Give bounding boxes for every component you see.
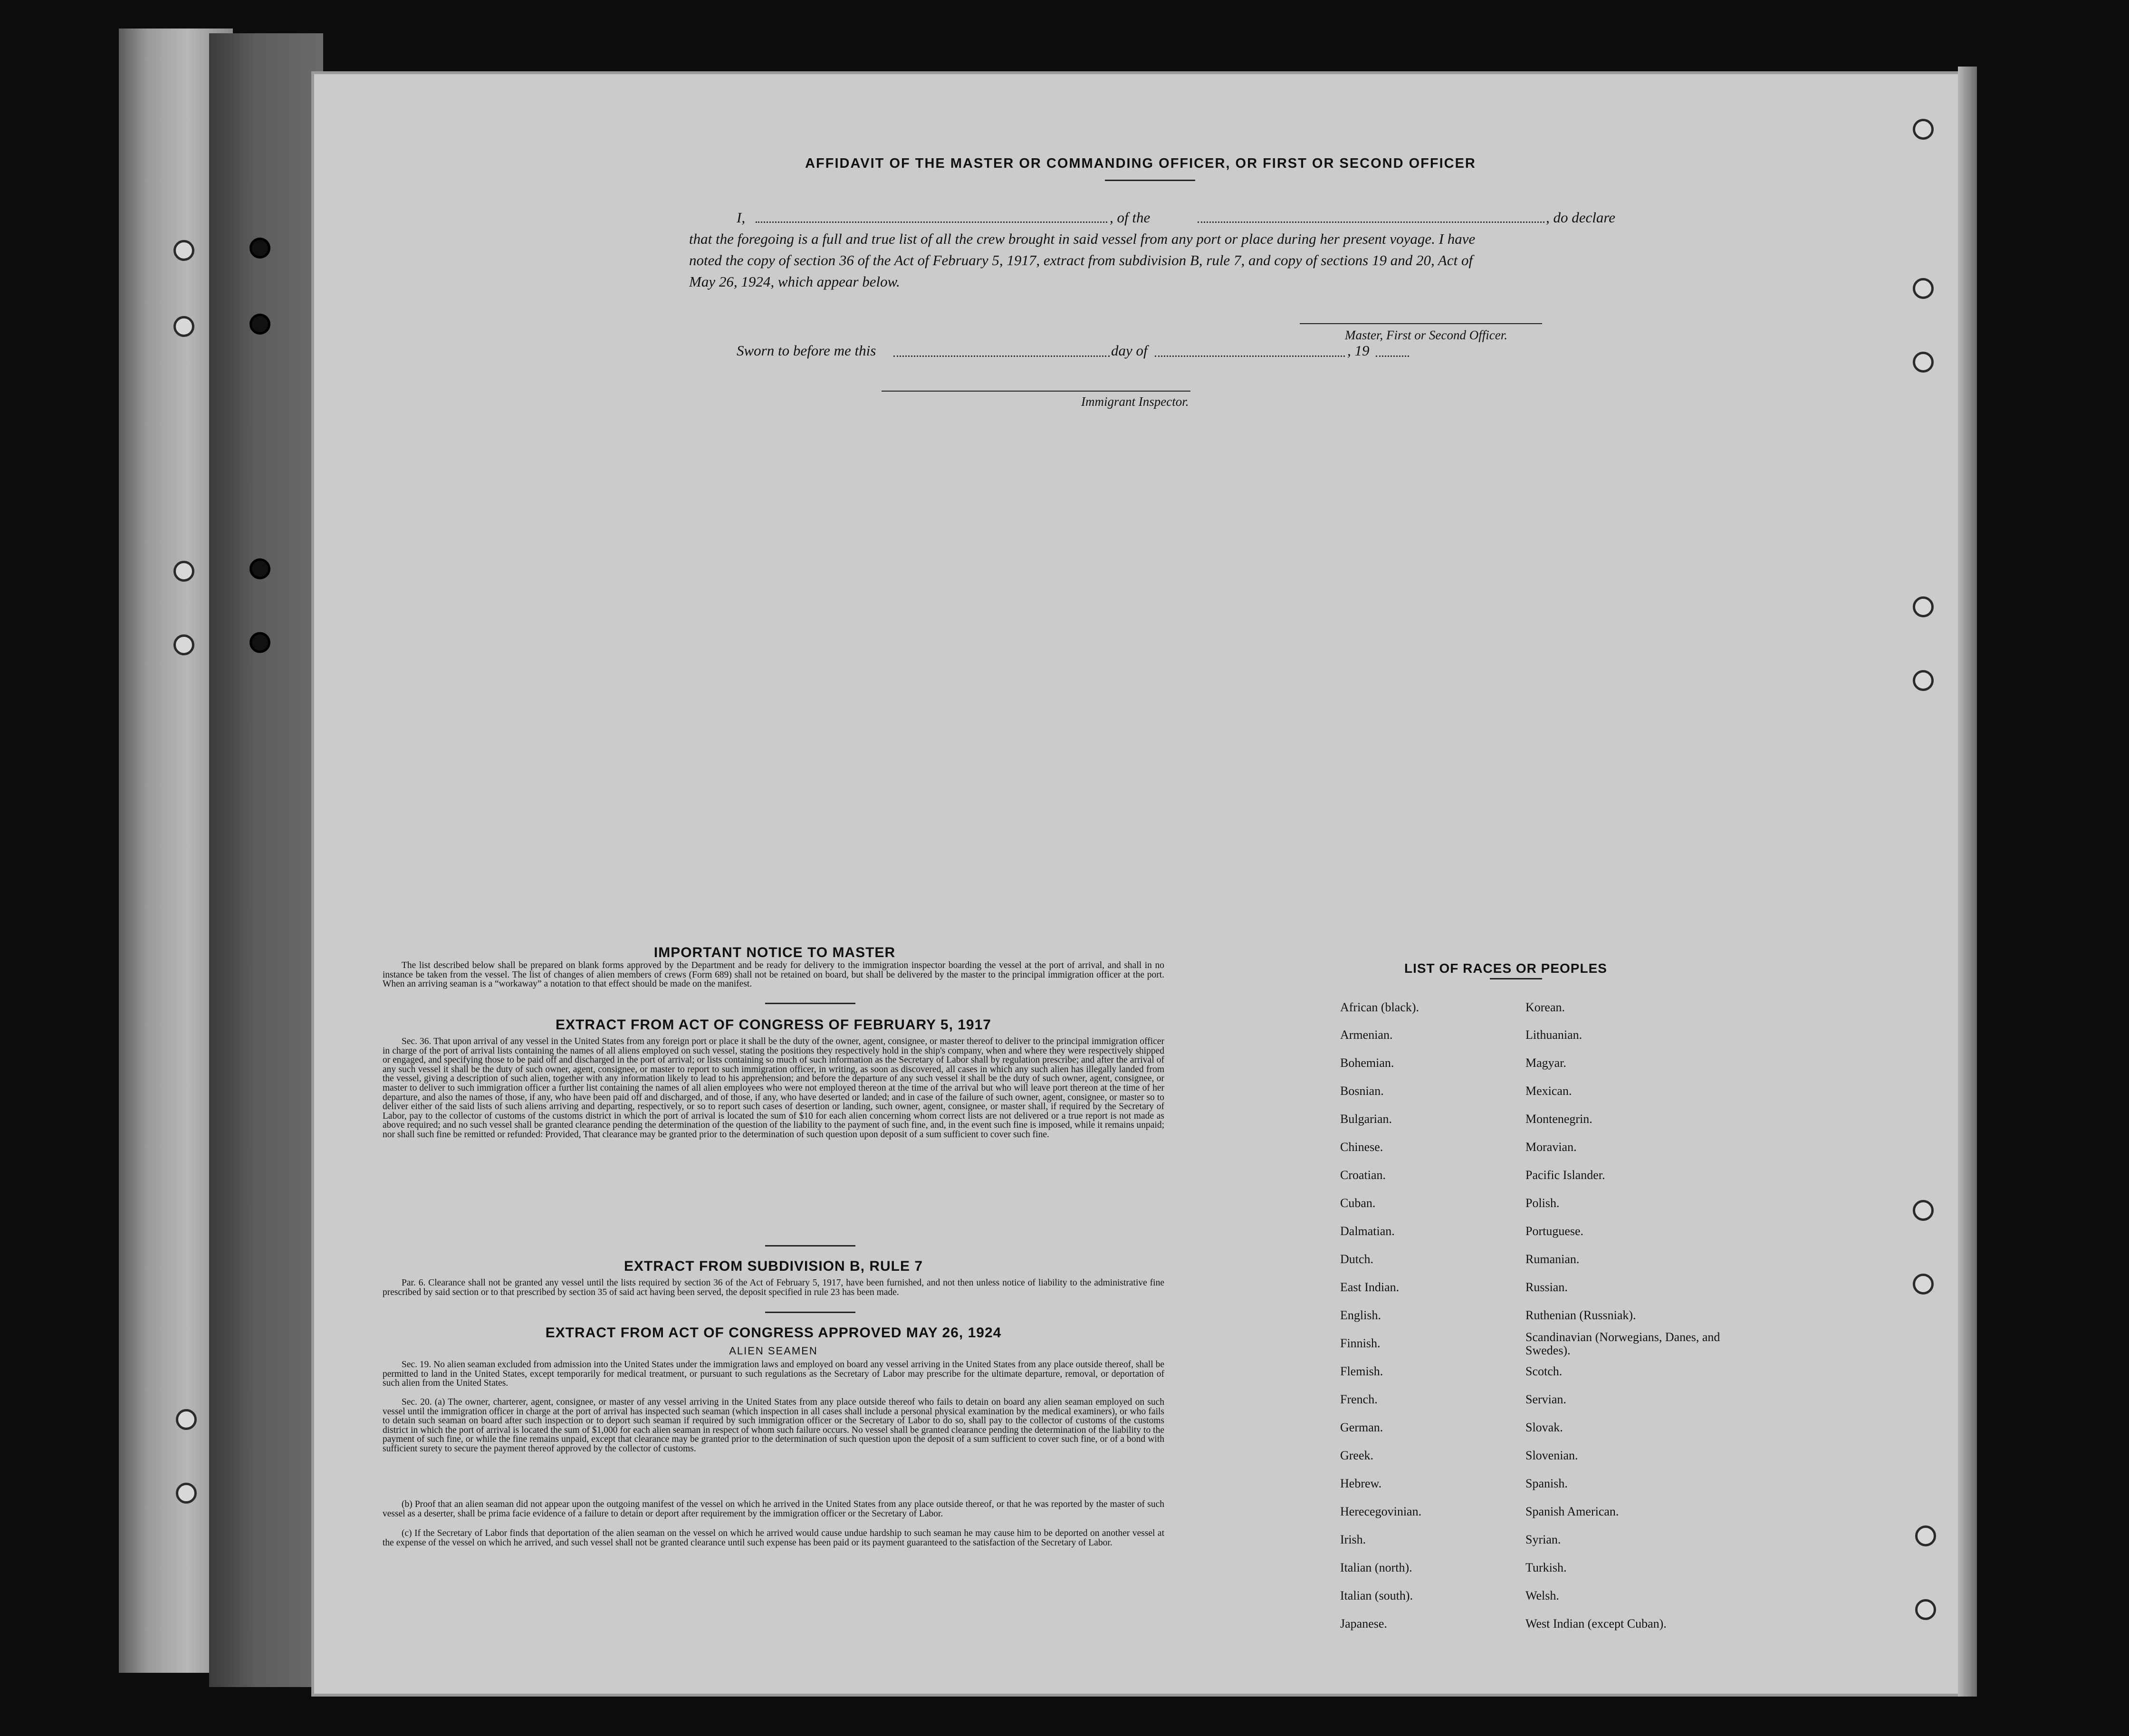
race-item: Dutch. (1340, 1252, 1374, 1266)
race-item: Cuban. (1340, 1196, 1376, 1210)
binder-hole (249, 632, 270, 653)
act-1917-title: EXTRACT FROM ACT OF CONGRESS OF FEBRUARY 5, 1917 (556, 1017, 991, 1033)
race-item: Lithuanian. (1525, 1028, 1582, 1042)
race-item: Croatian. (1340, 1168, 1386, 1182)
race-item: Dalmatian. (1340, 1224, 1395, 1238)
title-rule (1105, 180, 1195, 181)
race-item: Moravian. (1525, 1140, 1577, 1154)
race-item: Irish. (1340, 1533, 1366, 1546)
page-hole (1913, 119, 1934, 140)
race-item: Welsh. (1525, 1589, 1559, 1602)
notice-rule (765, 1003, 855, 1004)
race-item: Turkish. (1525, 1561, 1567, 1574)
sec-20b-text: (b) Proof that an alien seaman did not appear upon the outgoing manifest of the vessel on which he arrived in the United States from any place outside thereof, or that he was reported by the master of such vessel as a deserter, shall be prima facie evidence of a failure to detain or deport after requirement by the immigration officer or the Secretary of Labor. (383, 1499, 1164, 1519)
act-1917-rule (765, 1245, 855, 1247)
page-hole (1913, 352, 1934, 373)
year-blank[interactable] (1376, 355, 1409, 357)
sec-20a-text: Sec. 20. (a) The owner, charterer, agent, consignee, or master of any vessel arriving in the United States from any place outside thereof who fails to detain on board any alien seaman employed on such vessel until the immigration officer in charge at the port of arrival has inspected such seaman (which inspection in all cases shall include a personal physical examination by the medical examiners), or who fails to detain such seaman on board after such inspection or to deport such seaman if required by such immigration officer or the Secretary of Labor to do so, shall pay to the collector of customs of the customs district in which the port of arrival is located the sum of $1,000 for each alien seaman in respect of whom such failure occurs. No vessel shall be granted clearance pending the determination of the liability to the payment of such fine, or while the fine remains unpaid, except that clearance may be granted prior to the determination of such question upon the deposit of a sum sufficient to cover such fine, or of a bond with sufficient surety to secure the payment thereof approved by the collector of customs. (383, 1397, 1164, 1454)
race-item: Montenegrin. (1525, 1112, 1592, 1126)
race-item: Scandinavian (Norwegians, Danes, and Swedes). (1525, 1330, 1720, 1357)
binder-hole (173, 240, 194, 261)
race-item: German. (1340, 1420, 1383, 1434)
race-item: Slovenian. (1525, 1448, 1578, 1462)
races-title: LIST OF RACES OR PEOPLES (1404, 961, 1607, 976)
race-item: Chinese. (1340, 1140, 1383, 1154)
page-hole (1915, 1525, 1936, 1546)
race-item: Italian (south). (1340, 1589, 1413, 1602)
affidavit-do-declare: , do declare (1546, 209, 1616, 226)
race-item: Herecegovinian. (1340, 1505, 1422, 1518)
act-1917-body: Sec. 36. That upon arrival of any vessel in the United States from any foreign port or place it shall be the duty of the owner, agent, consignee, or master thereof to deliver to the principal immigration officer in charge of the port of arrival lists containing the names of all aliens employed on such vessel, stating the positions they respectively hold in the ship's company, when and where they were respectively shipped or engaged, and specifying those to be paid off and discharged in the port of arrival; or lists containing so much of such information as the Secretary of Labor shall by regulation prescribe; and after the arrival of any such vessel it shall be the duty of such owner, agent, consignee, or master to report to such immigration officer, in writing, as soon as discovered, all cases in which any such alien has illegally landed from the vessel, giving a description of such alien, together with any information likely to lead to his apprehension; and before the departure of any such vessel it shall be the duty of such owner, agent, consignee, or master to deliver to such immigration officer a further list containing the names of all alien employees who were not employed thereon at the time of the arrival but who will leave port thereon at the time of her departure, and also the names of those, if any, who have been paid off and discharged, and of those, if any, who have deserted or landed; and in case of the failure of such owner, agent, consignee, or master so to deliver either of the said lists of such aliens arriving and departing, respectively, or so to report such cases of desertion or landing, such owner, agent, consignee, or master shall, if required by the Secretary of Labor, pay to the collector of customs of the customs district in which the port of arrival is located the sum of $10 for each alien concerning whom correct lists are not delivered or a true report is not made as above required; and no such vessel shall be granted clearance pending the determination of the question of the liability to the payment of such fine, and, in the event such fine is imposed, while it remains unpaid; nor shall such fine be remitted or refunded: Provided, That clearance may be granted prior to the determination of such question upon deposit of a sum sufficient to cover such fine. (383, 1036, 1164, 1140)
rule7-rule (765, 1312, 855, 1313)
affidavit-i: I, (737, 209, 746, 226)
affidavit-of-the: , of the (1110, 209, 1151, 226)
race-item: East Indian. (1340, 1280, 1400, 1294)
sworn-month-blank[interactable] (1155, 355, 1345, 357)
binder-hole (249, 314, 270, 335)
race-item: Slovak. (1525, 1420, 1563, 1434)
rule7-body: Par. 6. Clearance shall not be granted any vessel until the lists required by section 36 of the Act of February 5, 1917, have been furnished, and not then unless notice of liability to the administrative fine prescribed by said section or to that prescribed by section 35 of said act having been served, the deposit specified in rule 23 has been made. (383, 1278, 1164, 1297)
name-blank[interactable] (756, 221, 1107, 223)
affidavit-line-3: noted the copy of section 36 of the Act of February 5, 1917, extract from subdivision B, rule 7, and copy of sections 19 and 20, Act of (689, 252, 1473, 269)
race-item: Mexican. (1525, 1084, 1572, 1098)
race-item: Flemish. (1340, 1364, 1383, 1378)
race-item: Bulgarian. (1340, 1112, 1392, 1126)
race-item: French. (1340, 1392, 1378, 1406)
backing-sheet (209, 33, 323, 1687)
race-item: Greek. (1340, 1448, 1374, 1462)
race-item: Rumanian. (1525, 1252, 1580, 1266)
binder-hole (176, 1409, 197, 1430)
page-edge (1958, 67, 1977, 1697)
race-item: Japanese. (1340, 1617, 1387, 1630)
race-item: Armenian. (1340, 1028, 1393, 1042)
notice-title: IMPORTANT NOTICE TO MASTER (653, 945, 896, 960)
race-item: Italian (north). (1340, 1561, 1412, 1574)
sworn-text: Sworn to before me this (737, 342, 876, 359)
binder-hole (249, 558, 270, 579)
race-item: Magyar. (1525, 1056, 1566, 1070)
notice-body: The list described below shall be prepared on blank forms approved by the Department and be ready for delivery to the immigration inspector boarding the vessel at the port of arrival, and shall in no instance be taken from the vessel. The list of changes of alien members of crews (Form 689) shall not be retained on board, but shall be delivered by the master to the principal immigration officer at the port. When an arriving seaman is a “workaway” a notation to that effect should be made on the manifest. (383, 960, 1164, 989)
binder-hole (173, 316, 194, 337)
page-hole (1913, 1200, 1934, 1221)
act-1924-title: EXTRACT FROM ACT OF CONGRESS APPROVED MAY 26, 1924 (545, 1325, 1002, 1341)
race-item: Spanish American. (1525, 1505, 1619, 1518)
binder-hole (176, 1483, 197, 1504)
race-item: Ruthenian (Russniak). (1525, 1308, 1636, 1322)
year-text: , 19 (1347, 342, 1370, 359)
race-item: Finnish. (1340, 1336, 1381, 1350)
race-item: Servian. (1525, 1392, 1566, 1406)
race-item: Bosnian. (1340, 1084, 1384, 1098)
sworn-day-blank[interactable] (893, 355, 1110, 357)
page-hole (1913, 670, 1934, 691)
race-item: Bohemian. (1340, 1056, 1394, 1070)
affidavit-title: AFFIDAVIT OF THE MASTER OR COMMANDING OFFICER, OR FIRST OR SECOND OFFICER (805, 156, 1476, 171)
inspector-label: Immigrant Inspector. (1081, 394, 1189, 409)
race-item: Scotch. (1525, 1364, 1563, 1378)
race-item: Spanish. (1525, 1477, 1568, 1490)
sec-19-text: Sec. 19. No alien seaman excluded from admission into the United States under the immigration laws and employed on board any vessel arriving in the United States from any place outside thereof, shall be permitted to land in the United States, except temporarily for medical treatment, or pursuant to such regulations as the Secretary of Labor may prescribe for the ultimate departure, removal, or deportation of such alien from the United States. (383, 1360, 1164, 1389)
page-hole (1915, 1599, 1936, 1620)
binder-hole (173, 561, 194, 582)
race-item: West Indian (except Cuban). (1525, 1617, 1667, 1630)
binder-hole (173, 634, 194, 655)
race-item: Polish. (1525, 1196, 1560, 1210)
page-hole (1913, 278, 1934, 299)
alien-seamen-subtitle: ALIEN SEAMEN (729, 1345, 818, 1357)
binder-hole (249, 238, 270, 259)
race-item: Pacific Islander. (1525, 1168, 1605, 1182)
race-item: Portuguese. (1525, 1224, 1584, 1238)
day-of-text: day of (1111, 342, 1148, 359)
race-item: African (black). (1340, 1000, 1419, 1014)
page-hole (1913, 596, 1934, 617)
rule7-title: EXTRACT FROM SUBDIVISION B, RULE 7 (623, 1258, 923, 1274)
race-item: Korean. (1525, 1000, 1565, 1014)
affidavit-line-2: that the foregoing is a full and true list of all the crew brought in said vessel from any port or place during her present voyage. I have (689, 230, 1476, 247)
sec-20c-text: (c) If the Secretary of Labor finds that deportation of the alien seaman on the vessel on which he arrived would cause undue hardship to such seaman he may cause him to be deported on another vessel at the expense of the vessel on which he arrived, and such vessel shall not be granted clearance until such expense has been paid or its payment guaranteed to the satisfaction of the Secretary of Labor. (383, 1528, 1164, 1548)
races-rule (1490, 978, 1542, 979)
affidavit-line-4: May 26, 1924, which appear below. (689, 273, 900, 290)
vessel-blank[interactable] (1198, 221, 1544, 223)
signer-label: Master, First or Second Officer. (1345, 328, 1507, 342)
signature-line[interactable] (1300, 323, 1542, 324)
race-item: Hebrew. (1340, 1477, 1382, 1490)
race-item: English. (1340, 1308, 1381, 1322)
race-item: Syrian. (1525, 1533, 1561, 1546)
race-item: Russian. (1525, 1280, 1568, 1294)
page-hole (1913, 1274, 1934, 1295)
manifest-page (311, 71, 1970, 1697)
inspector-line[interactable] (882, 391, 1190, 392)
